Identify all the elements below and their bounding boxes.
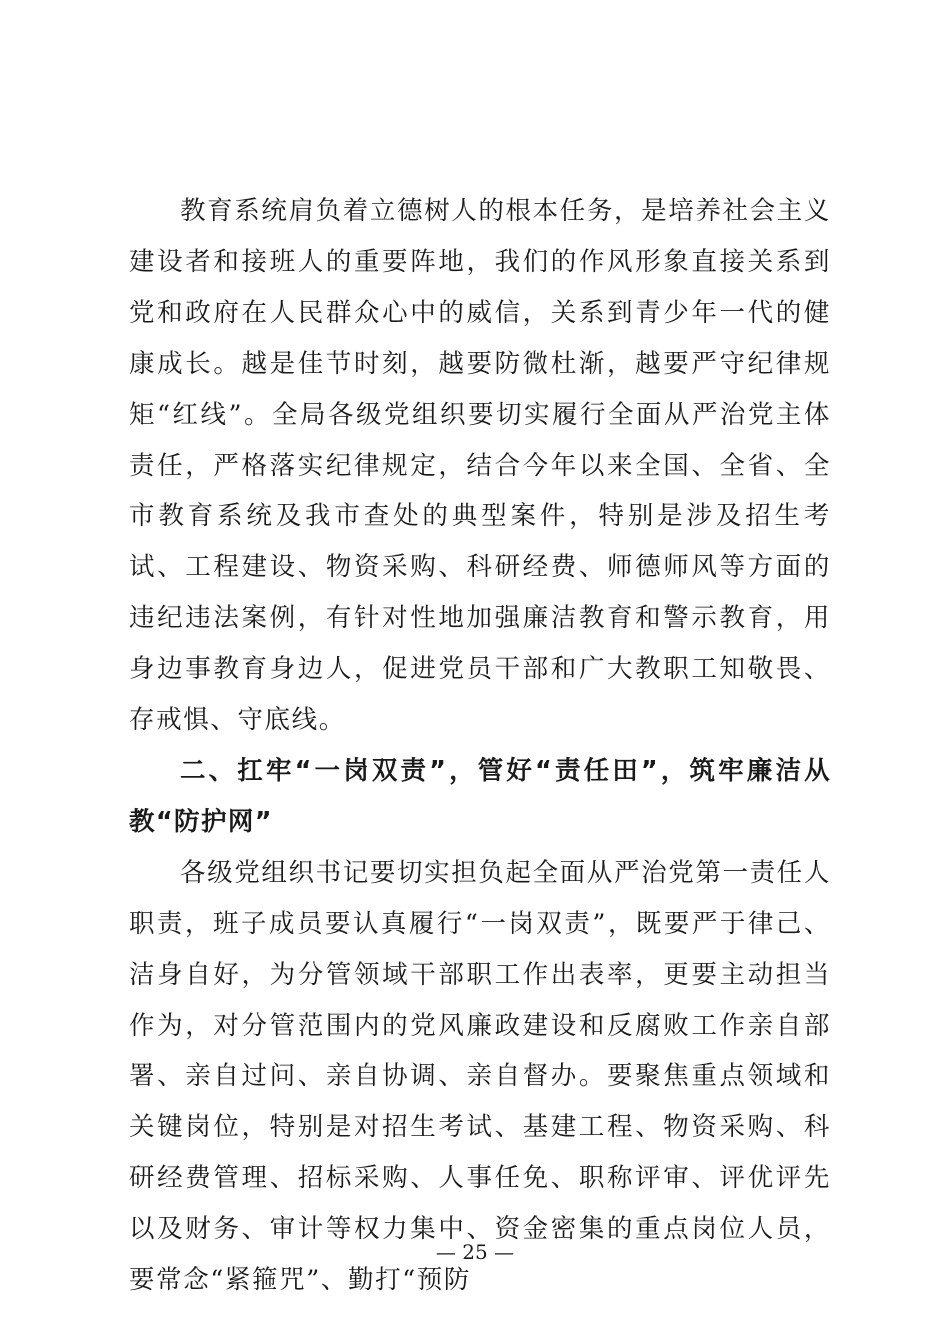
section-heading-two: 二、扛牢“一岗双责”，管好“责任田”，筑牢廉洁从教“防护网” xyxy=(129,755,831,837)
paragraph-party-secretary-duty: 各级党组织书记要切实担负起全面从严治党第一责任人职责，班子成员要认真履行“一岗双责”，既要严于律己、洁身自好，为分管领域干部职工作出表率，更要主动担当作为，对分管范围内的党风廉政建设和反腐败工作亲自部署、亲自过问、亲自协调、亲自督办。要聚焦重点领域和关键岗位，特别是对招生考试、基建工程、物资采购、科研经费管理、招标采购、人事任免、职称评审、评优评先以及财务、审计等权力集中、资金密集的重点岗位人员，要常念“紧箍咒”、勤打“预防 xyxy=(129,857,831,1296)
page-body xyxy=(129,186,831,1306)
paragraph-education-responsibility: 教育系统肩负着立德树人的根本任务，是培养社会主义建设者和接班人的重要阵地，我们的作风形象直接关系到党和政府在人民群众心中的威信，关系到青少年一代的健康成长。越是佳节时刻，越要防微杜渐，越要严守纪律规矩“红线”。全局各级党组织要切实履行全面从严治党主体责任，严格落实纪律规定，结合今年以来全国、全省、全市教育系统及我市查处的典型案件，特别是涉及招生考试、工程建设、物资采购、科研经费、师德师风等方面的违纪违法案例，有针对性地加强廉洁教育和警示教育，用身边事教育身边人，促进党员干部和广大教职工知敬畏、存戒惧、守底线。 xyxy=(129,196,831,736)
page-number: — 25 — xyxy=(435,1240,515,1264)
